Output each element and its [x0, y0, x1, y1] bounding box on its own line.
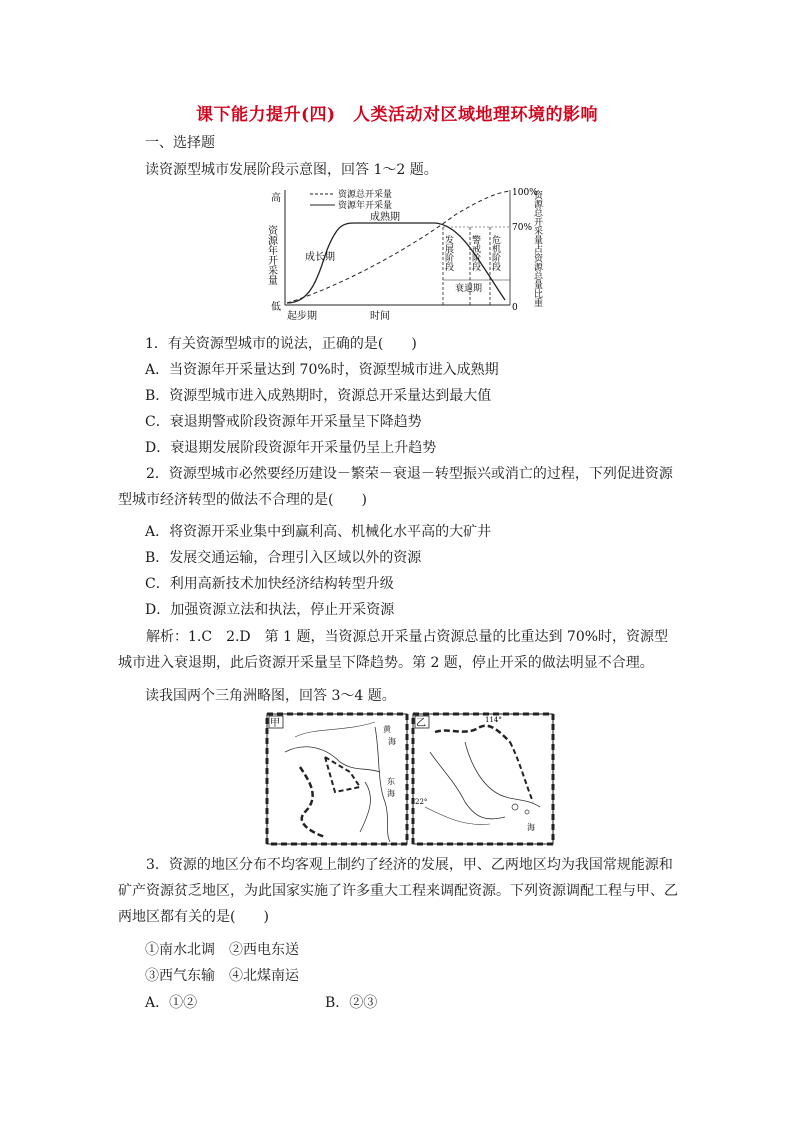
label-hai-3: 海	[527, 823, 535, 832]
stage-mature: 成熟期	[370, 212, 400, 223]
decline-label: 衰退期	[455, 284, 483, 294]
y-high: 高	[271, 193, 281, 204]
intro-1: 读资源型城市发展阶段示意图，回答 1～2 题。	[145, 162, 438, 178]
q3-option-a: A．①②	[145, 995, 198, 1011]
label-hai-1: 海	[388, 737, 396, 746]
q1-option-d: D．衰退期发展阶段资源年开采量仍呈上升趋势	[145, 440, 437, 456]
resource-city-chart	[265, 185, 555, 325]
q1-option-a: A．当资源年开采量达到 70%时，资源型城市进入成熟期	[145, 362, 499, 378]
q1-option-b: B．资源型城市进入成熟期时，资源总开采量达到最大值	[145, 388, 492, 404]
q2-option-c: C．利用高新技术加快经济结构转型升级	[145, 576, 394, 592]
delta-maps	[265, 712, 555, 847]
y-label: 资源年开采量	[265, 225, 277, 285]
q3-items-1: ①南水北调 ②西电东送	[145, 942, 299, 958]
section-heading: 一、选择题	[145, 135, 215, 151]
label-yi: 乙	[416, 718, 426, 729]
stage-growth: 成长期	[305, 252, 335, 263]
q2-option-a: A．将资源开采业集中到赢利高、机械化水平高的大矿井	[145, 524, 492, 540]
q3-items-2: ③西气东输 ④北煤南运	[145, 968, 299, 984]
q2-option-b: B．发展交通运输，合理引入区域以外的资源	[145, 550, 422, 566]
pct-100: 100%	[512, 188, 538, 198]
label-lon: 114°	[485, 716, 502, 724]
map-jia	[267, 714, 407, 844]
q3-option-b: B．②③	[325, 995, 378, 1011]
legend-total: 资源总开采量	[338, 190, 393, 200]
label-dong: 东	[387, 777, 395, 786]
y-low: 低	[271, 302, 281, 313]
page-title: 课下能力提升(四) 人类活动对区域地理环境的影响	[195, 105, 599, 125]
q3-stem: 3．资源的地区分布不均客观上制约了经济的发展，甲、乙两地区均为我国常规能源和矿产资源贫乏地区，为此国家实施了许多重大工程来调配资源。下列资源调配工程与甲、乙两地区都有关的是( )	[118, 857, 678, 925]
q2-stem: 2．资源型城市必然要经历建设－繁荣－衰退－转型振兴或消亡的过程，下列促进资源型城市经济转型的做法不合理的是( )	[118, 466, 673, 508]
pct-0: 0	[512, 303, 518, 313]
x-label: 时间	[370, 311, 390, 322]
label-jia: 甲	[270, 718, 280, 729]
stage-start: 起步期	[287, 311, 317, 322]
phase-warn: 警戒阶段	[470, 235, 480, 271]
phase-crisis: 危机阶段	[490, 235, 500, 271]
q1-stem: 1．有关资源型城市的说法，正确的是( )	[145, 336, 417, 352]
label-lat: 22°	[415, 798, 428, 806]
q1-option-c: C．衰退期警戒阶段资源年开采量呈下降趋势	[145, 414, 422, 430]
phase-dev: 发展阶段	[443, 235, 453, 271]
label-hai-2: 海	[387, 789, 395, 798]
legend-annual: 资源年开采量	[338, 201, 393, 211]
label-huang: 黄	[383, 725, 391, 734]
pct-70: 70%	[512, 223, 533, 233]
intro-2: 读我国两个三角洲略图，回答 3～4 题。	[145, 688, 396, 704]
q2-option-d: D．加强资源立法和执法，停止开采资源	[145, 602, 395, 618]
analysis: 解析：1.C 2.D 第 1 题，当资源总开采量占资源总量的比重达到 70%时，资源型城市进入衰退期，此后资源开采量呈下降趋势。第 2 题，停止开采的做法明显不合理。	[118, 629, 669, 671]
right-label: 资源总开采量占资源总量比重	[532, 190, 542, 307]
map-yi	[413, 714, 553, 844]
